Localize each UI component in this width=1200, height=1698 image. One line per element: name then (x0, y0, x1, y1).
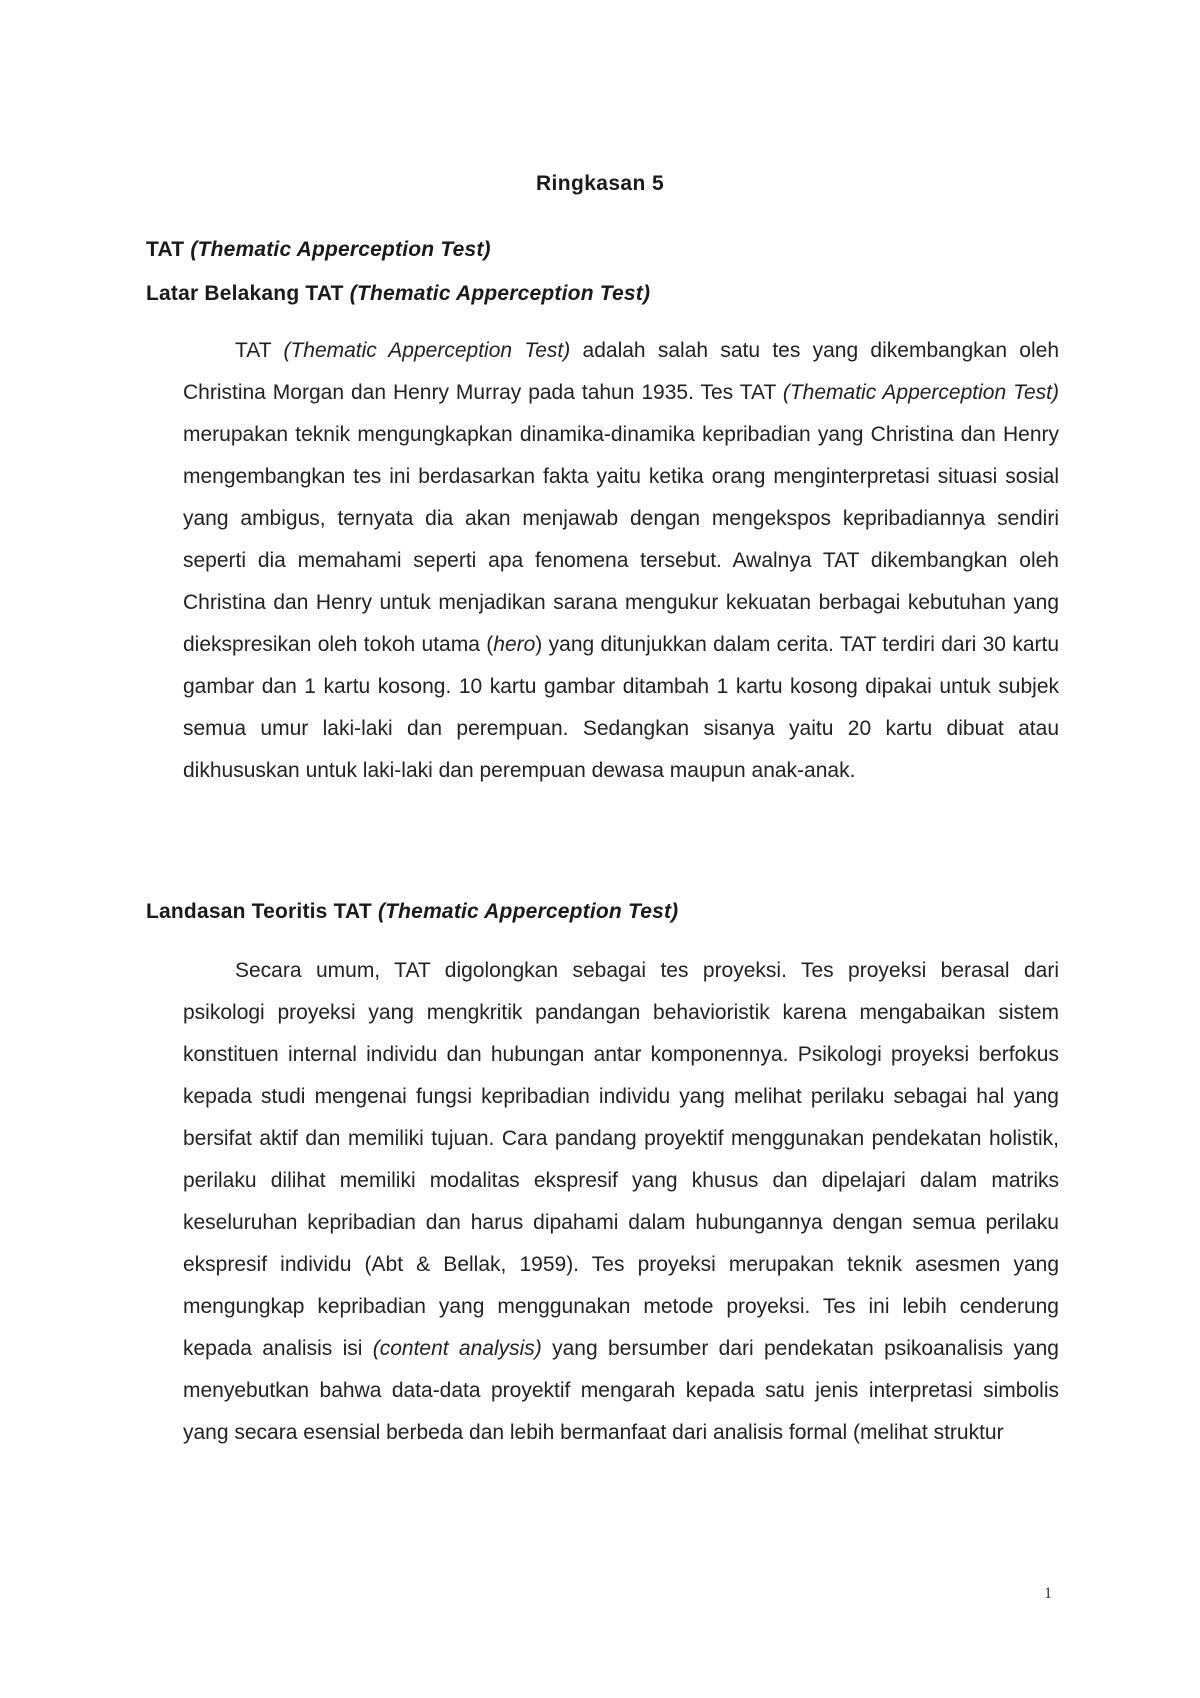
heading-tat-plain: TAT (146, 238, 191, 261)
heading-latar-italic: (Thematic Apperception Test) (349, 282, 651, 305)
p1-italic-2: (Thematic Apperception Test) (782, 381, 1059, 404)
p2-italic-content-analysis: (content analysis) (372, 1337, 542, 1360)
p2-text-1: Secara umum, TAT digolongkan sebagai tes proyeksi. Tes proyeksi berasal dari psikologi proyeksi yang mengkritik pandangan behavioristik karena mengabaikan sistem konstituen internal individu dan hubungan antar komponennya. Psikologi proyeksi berfokus kepada studi mengenai fungsi kepribadian individu yang melihat perilaku sebagai hal yang bersifat aktif dan memiliki tujuan. Cara pandang proyektif menggunakan pendekatan holistik, perilaku dilihat memiliki modalitas ekspresif yang khusus dan dipelajari dalam matriks keseluruhan kepribadian dan harus dipahami dalam hubungannya dengan semua perilaku ekspresif individu (Abt & Bellak, 1959). Tes proyeksi merupakan teknik asesmen yang mengungkap kepribadian yang menggunakan metode proyeksi. Tes ini lebih cenderung kepada analisis isi (183, 959, 1059, 1360)
heading-landasan-italic: (Thematic Apperception Test) (377, 900, 679, 923)
p1-italic-1: (Thematic Apperception Test) (283, 339, 571, 362)
page-number: 1 (1044, 1585, 1052, 1602)
section-heading-latar-belakang (146, 282, 650, 306)
paragraph-landasan-teoritis (183, 950, 1059, 1454)
p1-italic-hero: hero (493, 633, 536, 656)
p1-text-1: TAT (235, 339, 284, 362)
section-heading-landasan-teoritis (146, 900, 678, 924)
p1-text-2: adalah salah satu tes yang dikembangkan oleh Christina Morgan dan Henry Murray pada tahun 1935. Tes TAT (183, 339, 1060, 404)
heading-landasan-plain: Landasan Teoritis TAT (146, 900, 378, 923)
heading-tat-italic: (Thematic Apperception Test) (190, 238, 491, 261)
section-heading-tat (146, 238, 491, 262)
p1-text-4: ) yang ditunjukkan dalam cerita. TAT terdiri dari 30 kartu gambar dan 1 kartu kosong. 10 kartu gambar ditambah 1 kartu kosong dipakai untuk subjek semua umur laki-laki dan perempuan. Sedangkan sisanya yaitu 20 kartu dibuat atau dikhususkan untuk laki-laki dan perempuan dewasa maupun anak-anak. (183, 633, 1060, 782)
paragraph-latar-belakang (183, 330, 1059, 792)
p2-text-2: yang bersumber dari pendekatan psikoanalisis yang menyebutkan bahwa data-data proyektif mengarah kepada satu jenis interpretasi simbolis yang secara esensial berbeda dan lebih bermanfaat dari analisis formal (melihat struktur (183, 1337, 1059, 1444)
heading-latar-plain: Latar Belakang TAT (146, 282, 350, 305)
p1-text-3: merupakan teknik mengungkapkan dinamika-dinamika kepribadian yang Christina dan Henry mengembangkan tes ini berdasarkan fakta yaitu ketika orang menginterpretasi situasi sosial yang ambigus, ternyata dia akan menjawab dengan mengekspos kepribadiannya sendiri seperti dia memahami seperti apa fenomena tersebut. Awalnya TAT dikembangkan oleh Christina dan Henry untuk menjadikan sarana mengukur kekuatan berbagai kebutuhan yang diekspresikan oleh tokoh utama ( (183, 423, 1059, 656)
page-title: Ringkasan 5 (535, 172, 665, 195)
